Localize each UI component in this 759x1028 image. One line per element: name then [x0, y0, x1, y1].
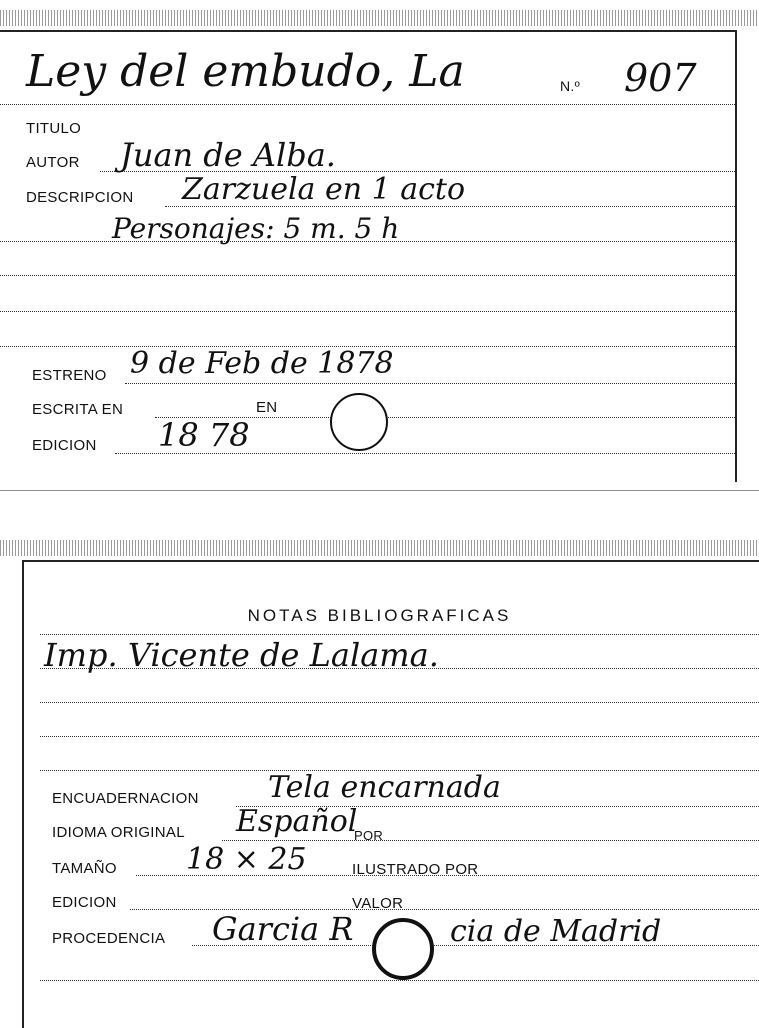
catalog-card-bottom — [0, 540, 759, 1028]
autor-value: Juan de Alba. — [120, 136, 336, 174]
rule — [0, 275, 735, 276]
rule — [40, 980, 759, 981]
card-right-border — [735, 30, 737, 482]
encuadernacion-value: Tela encarnada — [268, 770, 501, 805]
card-left-border — [22, 560, 24, 1028]
valor-label: VALOR — [352, 895, 404, 912]
edicion-label: EDICION — [32, 437, 97, 454]
notas-header: NOTAS BIBLIOGRAFICAS — [247, 606, 512, 625]
descripcion-label: DESCRIPCION — [26, 189, 134, 206]
procedencia-label: PROCEDENCIA — [52, 930, 166, 947]
estreno-label: ESTRENO — [32, 367, 107, 384]
rule — [0, 311, 735, 312]
catalog-card-top — [0, 0, 759, 495]
rule — [0, 104, 735, 105]
rule — [40, 634, 759, 635]
punch-hole — [372, 918, 434, 980]
notes-line-1: Imp. Vicente de Lalama. — [44, 636, 439, 674]
card-bottom-edge — [0, 490, 759, 491]
rule — [40, 702, 759, 703]
descripcion-value: Zarzuela en 1 acto — [182, 172, 466, 207]
number-value: 907 — [624, 56, 697, 100]
procedencia-value-2: cia de Madrid — [450, 914, 662, 949]
punch-hole — [330, 393, 388, 451]
number-label: N.º — [560, 78, 581, 94]
descripcion-value-2: Personajes: 5 m. 5 h — [112, 212, 400, 245]
tamano-value: 18 × 25 — [186, 842, 307, 877]
ilustrado-por-label: ILUSTRADO POR — [352, 861, 479, 878]
scan-edge-top — [0, 10, 759, 26]
escrita-en-label: ESCRITA EN — [32, 401, 124, 418]
rule — [40, 736, 759, 737]
en-label: EN — [256, 399, 278, 416]
tamano-label: TAMAÑO — [52, 860, 117, 877]
por-label: POR — [354, 828, 384, 843]
encuadernacion-label: ENCUADERNACION — [52, 790, 199, 807]
autor-label: AUTOR — [26, 154, 80, 171]
card-top-border — [0, 30, 735, 32]
card-top-border — [22, 560, 759, 562]
rule — [222, 840, 759, 841]
idioma-original-value: Español — [236, 804, 358, 839]
edicion-value: 18 78 — [158, 416, 250, 454]
procedencia-value: Garcia R — [212, 910, 354, 948]
scan-edge-bottom — [0, 540, 759, 556]
edicion-bottom-label: EDICION — [52, 894, 117, 911]
titulo-label: TITULO — [26, 120, 82, 137]
idioma-original-label: IDIOMA ORIGINAL — [52, 824, 185, 841]
rule — [125, 383, 735, 384]
estreno-value: 9 de Feb de 1878 — [130, 346, 394, 381]
title-value: Ley del embudo, La — [26, 46, 465, 97]
